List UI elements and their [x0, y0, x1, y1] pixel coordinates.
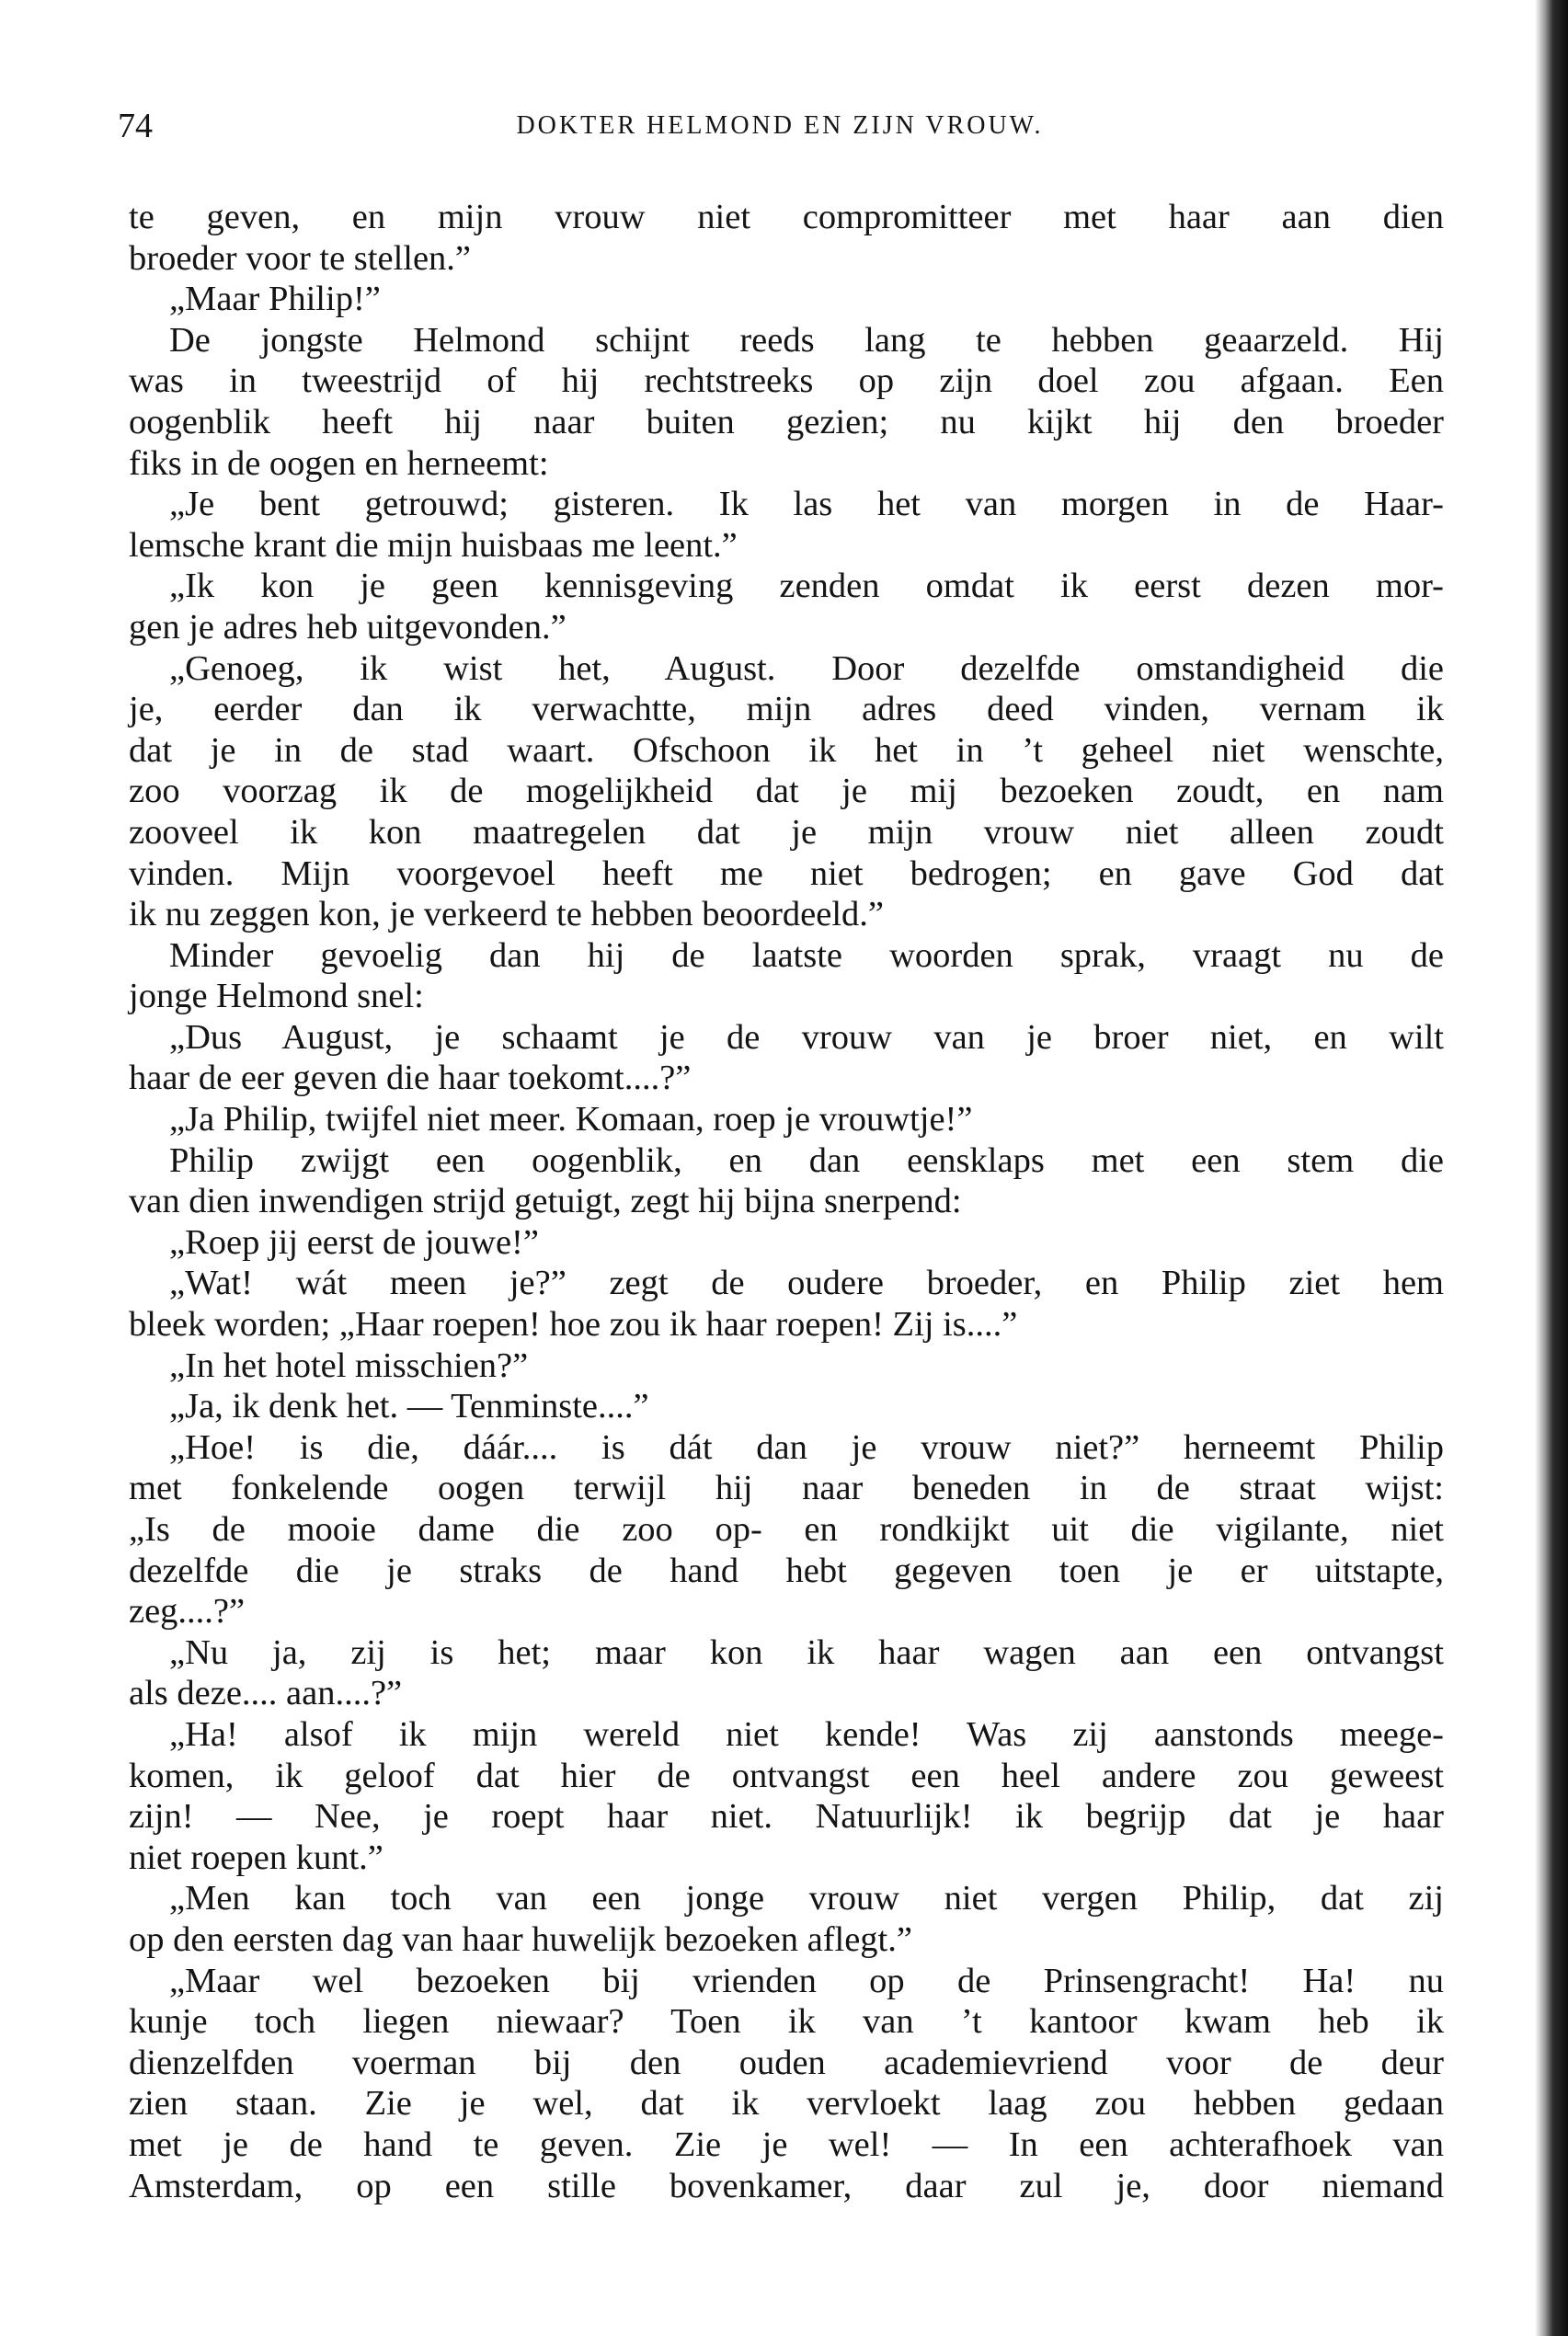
text-line: „Ik kon je geen kennisgeving zenden omdat ik eerst dezen mor- — [169, 567, 1444, 606]
text-line: oogenblik heeft hij naar buiten gezien; nu kijkt hij den broeder — [129, 402, 1444, 441]
text-line: De jongste Helmond schijnt reeds lang te hebben geaarzeld. Hij — [169, 320, 1444, 360]
text-line: lemsche krant die mijn huisbaas me leent.” — [129, 525, 738, 565]
text-line: ik nu zeggen kon, je verkeerd te hebben beoordeeld.” — [129, 895, 884, 934]
text-line: zoo voorzag ik de mogelijkheid dat je mij bezoeken zoudt, en nam — [129, 772, 1444, 811]
text-line: komen, ik geloof dat hier de ontvangst een heel andere zou geweest — [129, 1756, 1444, 1795]
text-line: „Men kan toch van een jonge vrouw niet vergen Philip, dat zij — [169, 1879, 1444, 1918]
text-line: „Roep jij eerst de jouwe!” — [169, 1222, 539, 1262]
text-line: met fonkelende oogen terwijl hij naar beneden in de straat wijst: — [129, 1469, 1444, 1508]
page-header — [118, 103, 1442, 149]
text-line: dezelfde die je straks de hand hebt gegeven toen je er uitstapte, — [129, 1551, 1444, 1590]
page-edge-shadow — [1535, 0, 1568, 2336]
text-line: te geven, en mijn vrouw niet compromitteer met haar aan dien — [129, 198, 1444, 236]
text-line: zien staan. Zie je wel, dat ik vervloekt laag zou hebben gedaan — [129, 2084, 1444, 2124]
text-line: op den eersten dag van haar huwelijk bezoeken aflegt.” — [129, 1919, 912, 1959]
text-line: met je de hand te geven. Zie je wel! — In een achterafhoek van — [129, 2124, 1444, 2164]
text-line: „Maar Philip!” — [169, 280, 381, 319]
text-line: gen je adres heb uitgevonden.” — [129, 607, 567, 647]
text-line: vinden. Mijn voorgevoel heeft me niet bedrogen; en gave God dat — [129, 853, 1444, 893]
text-line: „Is de mooie dame die zoo op- en rondkijkt uit die vigilante, niet — [129, 1510, 1444, 1549]
text-line: was in tweestrijd of hij rechtstreeks op zijn doel zou afgaan. Een — [129, 361, 1444, 401]
text-line: kunje toch liegen niewaar? Toen ik van ’t kantoor kwam heb ik — [129, 2002, 1444, 2042]
running-title: DOKTER HELMOND EN ZIJN VROUW. — [516, 111, 1044, 140]
text-line: als deze.... aan....?” — [129, 1674, 403, 1713]
text-line: „In het hotel misschien?” — [169, 1345, 529, 1385]
text-line: dienzelfden voerman bij den ouden academievriend voor de deur — [129, 2043, 1444, 2082]
text-line: je, eerder dan ik verwachtte, mijn adres deed vinden, vernam ik — [129, 690, 1444, 729]
text-line: zeg....?” — [129, 1592, 246, 1632]
text-line: zijn! — Nee, je roept haar niet. Natuurlijk! ik begrijp dat je haar — [129, 1797, 1444, 1837]
text-line: haar de eer geven die haar toekomt....?” — [129, 1059, 692, 1098]
text-line: broeder voor te stellen.” — [129, 238, 472, 278]
text-line: niet roepen kunt.” — [129, 1838, 383, 1877]
text-line: „Maar wel bezoeken bij vrienden op de Prinsengracht! Ha! nu — [169, 1961, 1444, 2000]
text-line: van dien inwendigen strijd getuigt, zegt hij bijna snerpend: — [129, 1182, 962, 1221]
text-body — [129, 197, 1444, 2206]
text-line: „Ja, ik denk het. — Tenminste....” — [169, 1387, 649, 1426]
text-line: „Genoeg, ik wist het, August. Door dezelfde omstandigheid die — [169, 648, 1444, 688]
text-line: Minder gevoelig dan hij de laatste woorden sprak, vraagt nu de — [169, 935, 1444, 975]
text-line: Amsterdam, op een stille bovenkamer, daar zul je, door niemand — [129, 2166, 1444, 2205]
text-line: dat je in de stad waart. Ofschoon ik het in ’t geheel niet wenschte, — [129, 730, 1444, 770]
text-line: „Hoe! is die, dáár.... is dát dan je vrouw niet?” herneemt Philip — [169, 1427, 1444, 1467]
text-line: jonge Helmond snel: — [129, 977, 424, 1016]
text-line: „Dus August, je schaamt je de vrouw van je broer niet, en wilt — [169, 1017, 1444, 1057]
text-line: Philip zwijgt een oogenblik, en dan eensklaps met een stem die — [169, 1140, 1444, 1180]
text-line: „Ha! alsof ik mijn wereld niet kende! Was zij aanstonds meege- — [169, 1714, 1444, 1754]
text-line: „Nu ja, zij is het; maar kon ik haar wagen aan een ontvangst — [169, 1632, 1444, 1672]
text-line: „Wat! wát meen je?” zegt de oudere broeder, en Philip ziet hem — [169, 1264, 1444, 1303]
text-line: „Ja Philip, twijfel niet meer. Komaan, roep je vrouwtje!” — [169, 1100, 973, 1139]
text-line: bleek worden; „Haar roepen! hoe zou ik haar roepen! Zij is....” — [129, 1305, 1018, 1345]
text-line: „Je bent getrouwd; gisteren. Ik las het van morgen in de Haar- — [169, 485, 1444, 524]
text-line: fiks in de oogen en herneemt: — [129, 443, 549, 483]
page-number: 74 — [118, 107, 153, 145]
text-line: zooveel ik kon maatregelen dat je mijn vrouw niet alleen zoudt — [129, 812, 1444, 852]
